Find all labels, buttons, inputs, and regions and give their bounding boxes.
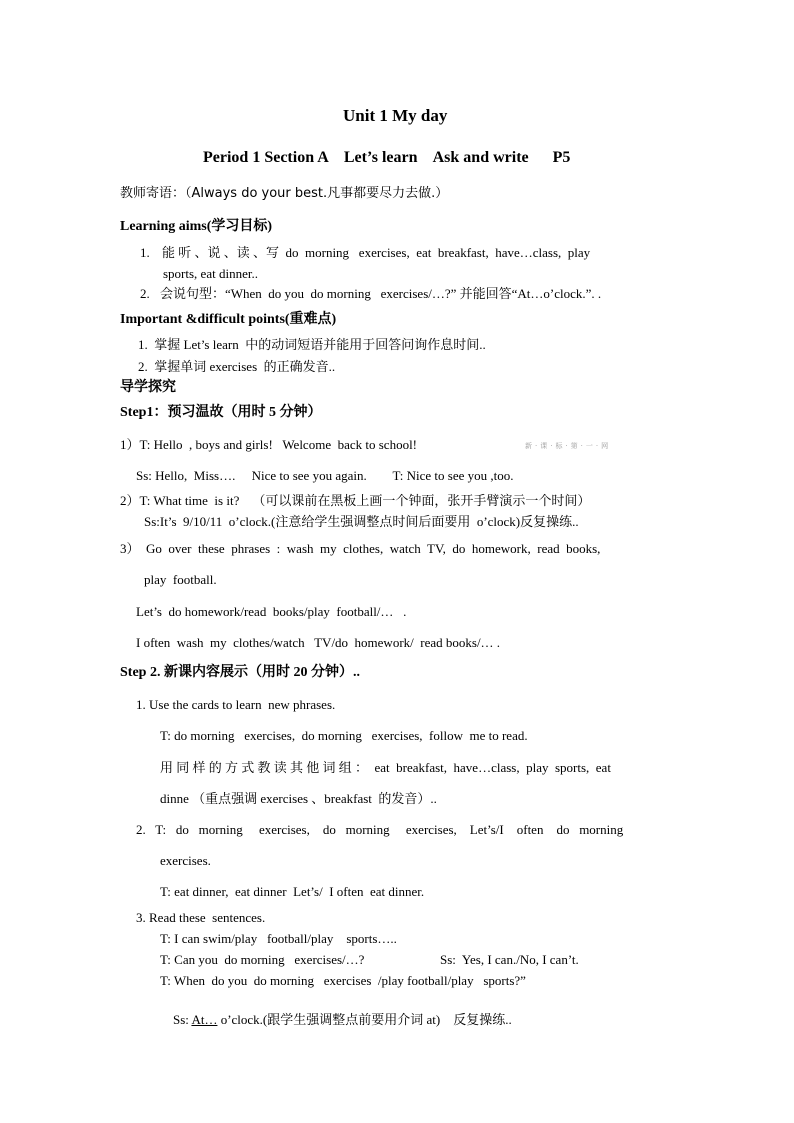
step2-line-1: 1. Use the cards to learn new phrases. — [136, 697, 336, 712]
step1-line-2: Ss: Hello, Miss…. Nice to see you again. T: Nice to see you ,too. — [136, 468, 514, 483]
teacher-note: 教师寄语：（Always do your best.凡事都要尽力去做.） — [120, 186, 449, 201]
step2-line-3: 用 同 样 的 方 式 教 读 其 他 词 组 ： eat breakfast, have…class, play sports, eat — [160, 760, 611, 775]
page-subtitle: Period 1 Section A Let’s learn Ask and write P5 — [203, 149, 571, 166]
step2-line-5: 2. T: do morning exercises, do morning exercises, Let’s/I often do morning — [136, 822, 624, 837]
learning-aims-heading: Learning aims(学习目标) — [120, 219, 273, 234]
step2-line-12-underlined: At… — [191, 1012, 218, 1027]
step1-line-1: 1）T: Hello , boys and girls! Welcome back to school! — [120, 437, 418, 452]
point-2: 2. 掌握单词 exercises 的正确发音.. — [138, 359, 336, 374]
step1-line-5: 3） Go over these phrases : wash my clothes, watch TV, do homework, read books, — [120, 541, 601, 556]
step2-heading: Step 2. 新课内容展示（用时 20 分钟）.. — [120, 665, 360, 680]
step2-line-11: T: When do you do morning exercises /play football/play sports?” — [160, 973, 526, 988]
step2-line-2: T: do morning exercises, do morning exercises, follow me to read. — [160, 728, 528, 743]
page-title: Unit 1 My day — [343, 106, 448, 125]
step1-line-8: I often wash my clothes/watch TV/do homework/ read books/… . — [136, 635, 501, 650]
step2-line-8: 3. Read these sentences. — [136, 910, 266, 925]
aim-2-text: 会说句型：“When do you do morning exercises/…?” 并能回答“At…o’clock.”. . — [160, 286, 602, 301]
aim-2-number: 2. — [140, 286, 150, 301]
step2-line-10-students: Ss: Yes, I can./No, I can’t. — [440, 952, 579, 967]
guide-heading: 导学探究 — [120, 379, 176, 395]
aim-1-number: 1. — [140, 245, 150, 260]
step1-heading: Step1：预习温故（用时 5 分钟） — [120, 405, 322, 420]
aim-1-line-2: sports, eat dinner.. — [163, 266, 258, 281]
step2-line-10-teacher: T: Can you do morning exercises/…? — [160, 952, 365, 967]
important-points-heading: Important &difficult points(重难点) — [120, 312, 337, 327]
step1-line-3: 2）T: What time is it? （可以课前在黑板上画一个钟面，张开手臂演示一个时间） — [120, 493, 591, 508]
step2-line-12-prefix: Ss: — [173, 1012, 192, 1027]
step2-line-6: exercises. — [160, 853, 211, 868]
step1-line-6: play football. — [144, 572, 217, 587]
step1-line-7: Let’s do homework/read books/play football/… . — [136, 604, 407, 619]
aim-1-line-1: 能 听 、说 、读 、写 do morning exercises, eat breakfast, have…class, play — [162, 245, 591, 260]
step2-line-12-suffix: o’clock.(跟学生强调整点前要用介词 at) 反复操练.. — [217, 1012, 512, 1027]
step2-line-9: T: I can swim/play football/play sports….. — [160, 931, 397, 946]
step2-line-7: T: eat dinner, eat dinner Let’s/ I often eat dinner. — [160, 884, 425, 899]
step2-line-12 — [160, 993, 512, 1047]
step1-line-4: Ss:It’s 9/10/11 o’clock.(注意给学生强调整点时间后面要用 o’clock)反复操练.. — [144, 514, 579, 529]
watermark-text: 新·课·标·第·一·网 — [525, 442, 612, 450]
step2-line-4: dinne （重点强调 exercises 、breakfast 的发音）.. — [160, 791, 437, 806]
point-1: 1. 掌握 Let’s learn 中的动词短语并能用于回答问询作息时间.. — [138, 337, 486, 352]
